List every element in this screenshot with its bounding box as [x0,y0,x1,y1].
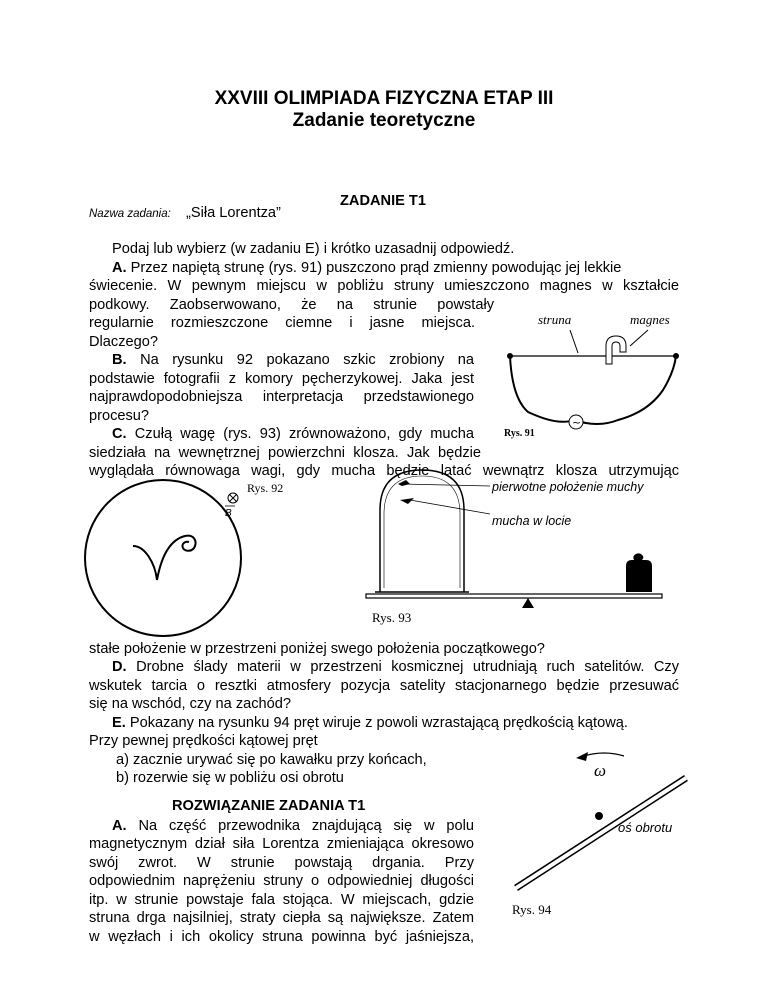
problem-b-line4: procesu? [89,408,150,424]
page-title: XXVIII OLIMPIADA FIZYCZNA ETAP III [214,88,554,109]
magnet-icon [606,336,626,364]
solution-line6: struna drga najsilniej, straty ciepła są największe. Zatem [89,910,474,926]
problem-a-line4: regularnie rozmieszczone ciemne i jasne miejsca. [89,315,475,331]
rys91-caption: Rys. 91 [504,428,535,439]
rys92-caption: Rys. 92 [247,481,284,495]
problem-e-option-a: a) zacznie urywać się po kawałku przy końcach, [116,752,427,768]
problem-a-line1: A. Przez napiętą strunę (rys. 91) puszczono prąd zmienny powodując jej lekkie [112,260,622,276]
ac-symbol: ~ [572,416,582,429]
problem-a-line2: świecenie. W pewnym miejscu w pobliżu struny umieszczono magnes w kształcie [89,278,679,294]
rys93-label-flying: mucha w locie [492,514,572,528]
rys91-label-magnet: magnes [630,312,670,327]
figure-rys93 [362,470,682,630]
rys93-label-initial: pierwotne położenie muchy [492,480,644,494]
rys91-label-string: struna [538,312,572,327]
task-name-value: „Siła Lorentza” [186,205,281,221]
problem-a-line3: podkowy. Zaobserwowano, że na strunie powstały [89,297,494,313]
solution-line4: odpowiednim naprężeniu struny o odpowiedniej długości [89,873,474,889]
problem-d-line3: się na wschód, czy na zachód? [89,696,291,712]
solution-heading: ROZWIĄZANIE ZADANIA T1 [172,798,366,814]
solution-line1: A. Na część przewodnika znajdującą się w polu [112,818,474,834]
rys94-caption: Rys. 94 [512,902,552,917]
problem-a-line5: Dlaczego? [89,334,158,350]
solution-line7: w węzłach i ich okolicy struna powinna być jaśniejsza, [89,929,474,945]
problem-b-line2: podstawie fotografii z komory pęcherzykowej. Jaka jest [89,371,474,387]
page-subtitle: Zadanie teoretyczne [292,110,476,131]
fly-flying-icon [400,498,414,504]
solution-line3: swój zwrot. W strunie powstają drgania. Przy [89,855,474,871]
solution-line5: itp. w strunie powstaje fala stojąca. W miejscach, gdzie [89,892,474,908]
bell-jar [380,470,464,592]
rotation-arrow-icon [576,752,588,761]
problem-d-line2: wskutek tarcia o resztki atmosfery pozycja satelity stacjonarnego będzie przesuwać [89,678,679,694]
rys93-caption: Rys. 93 [372,610,412,625]
task-name-label: Nazwa zadania: [89,208,171,220]
problem-c-line2: siedziała na wewnętrznej powierzchni klosza. Jak będzie [89,445,481,461]
problem-b-line1: B. Na rysunku 92 pokazano szkic zrobiony na [112,352,475,368]
problem-e-option-b: b) rozerwie się w pobliżu osi obrotu [116,770,344,786]
problem-e-line2: Przy pewnej prędkości kątowej pręt [89,733,318,749]
figure-rys91 [498,308,698,448]
problem-b-line3: najprawdopodobniejsza interpretacja przedstawionego [89,389,474,405]
solution-line2: magnetycznym dział siła Lorentza zmieniająca okresowo [89,836,474,852]
particle-tracks [133,536,196,580]
intro-text: Podaj lub wybierz (w zadaniu E) i krótko uzasadnij odpowiedź. [112,241,515,257]
figure-rys92 [85,478,305,648]
rys94-label-axis: oś obrotu [618,820,673,835]
balance-beam [366,594,662,598]
omega-symbol: ω [594,761,607,780]
problem-c-line1: C. Czułą wagę (rys. 93) zrównoważono, gdy mucha [112,426,474,442]
task-heading: ZADANIE T1 [340,193,426,209]
problem-c-line4: stałe położenie w przestrzeni poniżej swego położenia początkowego? [89,641,545,657]
weight-icon [626,553,652,592]
figure-rys94 [498,740,698,920]
problem-d-line1: D. Drobne ślady materii w przestrzeni kosmicznej utrudniają ruch satelitów. Czy [112,659,679,675]
balance-pivot [522,598,534,608]
problem-c-line3: wyglądała równowaga wagi, gdy mucha będzie latać wewnątrz klosza utrzymując [89,463,679,479]
rotation-axis [595,812,603,820]
field-label: B [225,508,232,519]
problem-e-line1: E. Pokazany na rysunku 94 pręt wiruje z powoli wzrastającą prędkością kątową. [112,715,628,731]
